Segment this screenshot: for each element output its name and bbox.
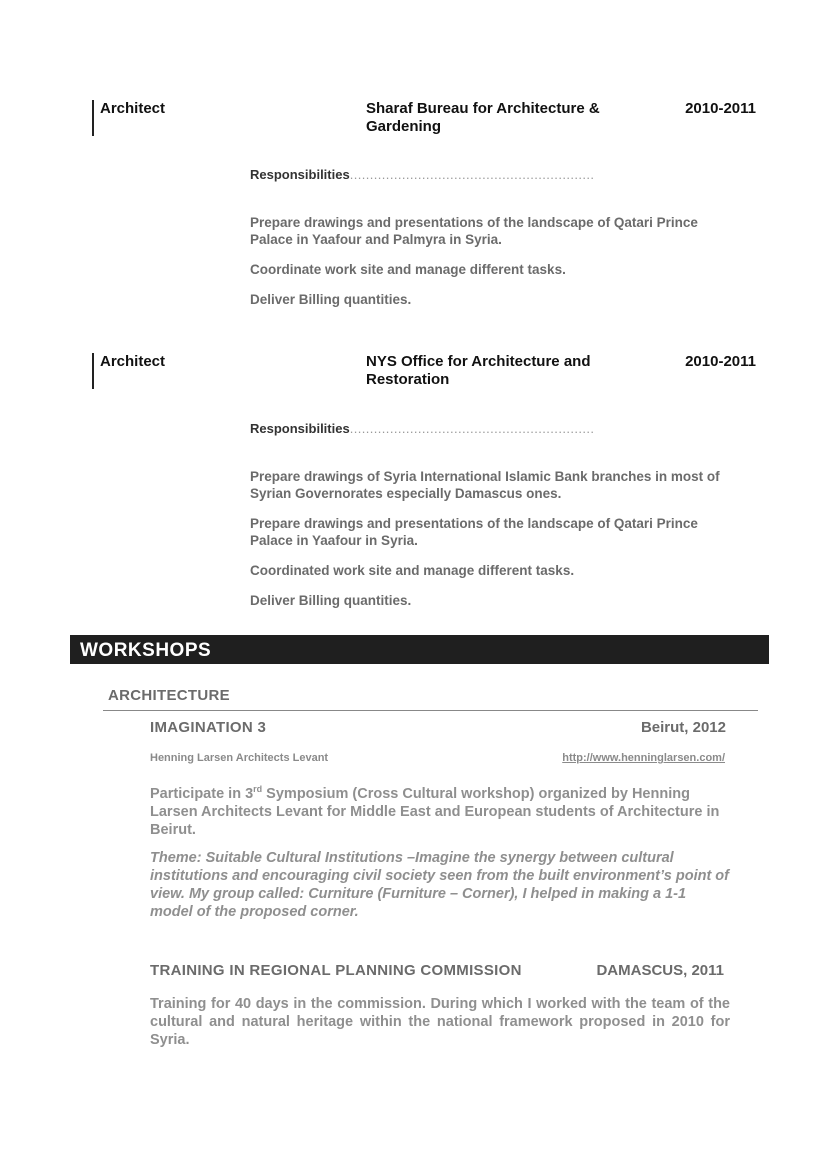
job-divider [92,100,94,136]
responsibilities-heading [250,421,594,436]
dot-leader: ............................................................. [349,167,595,182]
subsection-divider [103,710,758,711]
responsibilities-heading [250,167,594,182]
job-date: 2010-2011 [685,100,756,117]
duty-item: Deliver Billing quantities. [250,292,412,307]
workshop-description [150,780,730,839]
duty-item: Coordinate work site and manage different tasks. [250,262,566,277]
section-header-bar [70,635,769,664]
workshop-description: Training for 40 days in the commission. During which I worked with the team of the cultural and natural heritage within the national framework proposed in 2010 for Syria. [150,996,730,1048]
workshop-link[interactable]: http://www.henninglarsen.com/ [562,752,725,764]
duty-item: Deliver Billing quantities. [250,593,412,608]
section-title: WORKSHOPS [80,640,212,661]
job-title: Architect [100,353,166,370]
dot-leader: ............................................................. [349,421,595,436]
duty-item: Prepare drawings of Syria International Islamic Bank branches in most of Syrian Governorates especially Damascus ones. [250,469,720,501]
duty-item: Coordinated work site and manage different tasks. [250,563,575,578]
workshop-theme: Theme: Suitable Cultural Institutions –Imagine the synergy between cultural institutions and encouraging civil society seen from the built environment’s point of view. My group called: Curniture (Furniture – Corner), I helped in making a 1-1 model of the proposed corner. [150,850,729,920]
job-company: Sharaf Bureau for Architecture & Gardening [366,100,600,135]
workshop-place: Beirut, 2012 [640,719,726,736]
workshop-place: DAMASCUS, 2011 [596,962,724,979]
workshop-title: TRAINING IN REGIONAL PLANNING COMMISSION [150,962,522,979]
duty-item: Prepare drawings and presentations of the landscape of Qatari Prince Palace in Yaafour in Syria. [250,516,698,548]
responsibilities-label: Responsibilities [250,167,350,182]
job-divider [92,353,94,389]
subsection-title: ARCHITECTURE [108,687,230,704]
job-title: Architect [100,100,166,117]
desc-pre: Participate in 3 [150,785,254,802]
workshop-organizer: Henning Larsen Architects Levant [150,752,329,764]
responsibilities-label: Responsibilities [250,421,350,436]
desc-post: Symposium (Cross Cultural workshop) organized by Henning Larsen Architects Levant for Middle East and European students of Architecture in Beirut. [150,785,720,838]
duty-item: Prepare drawings and presentations of the landscape of Qatari Prince Palace in Yaafour and Palmyra in Syria. [250,215,698,247]
job-company: NYS Office for Architecture and Restoration [366,353,591,388]
workshop-title: IMAGINATION 3 [150,719,267,736]
job-date: 2010-2011 [685,353,756,370]
desc-sup: rd [253,784,263,794]
